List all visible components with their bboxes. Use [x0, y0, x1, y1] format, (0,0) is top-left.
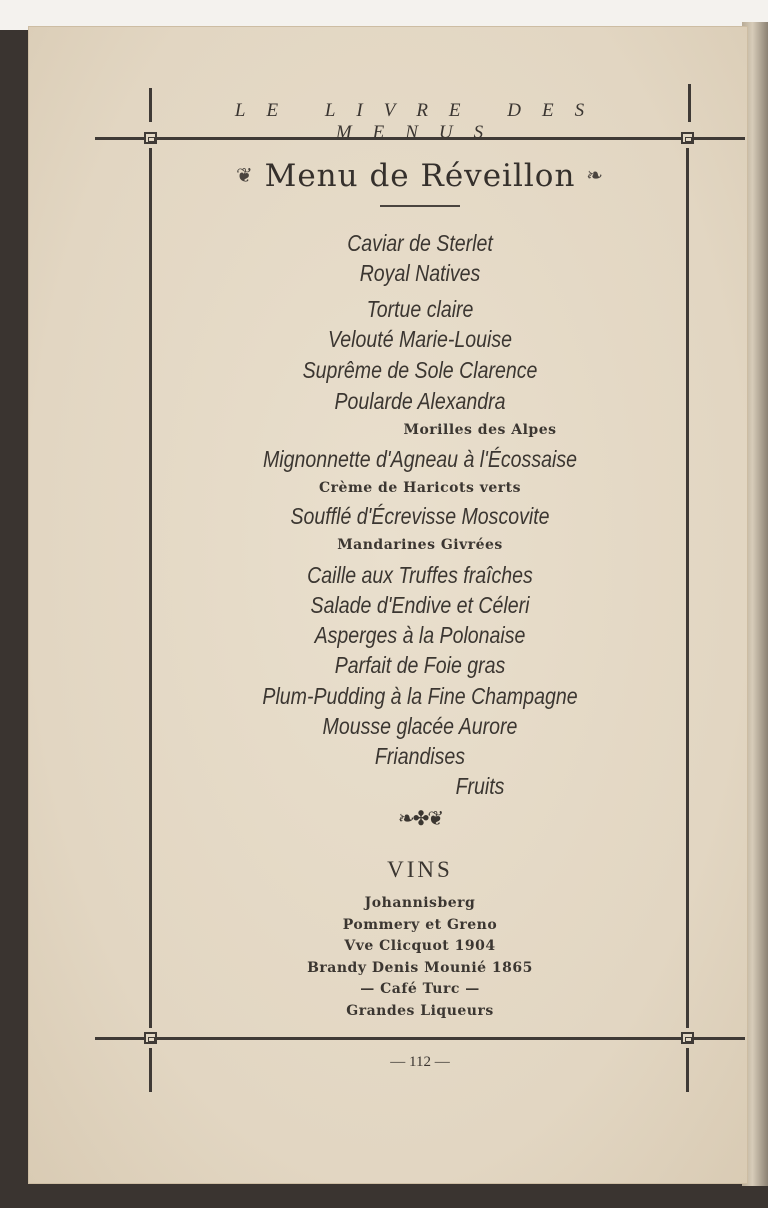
title-underline — [380, 205, 460, 207]
menu-dish: Caviar de Sterlet — [347, 230, 493, 256]
wine-item: Johannisberg — [364, 895, 476, 911]
menu-dish: Asperges à la Polonaise — [314, 622, 526, 648]
running-header: LE LIVRE DES MENUS — [234, 100, 606, 143]
menu-dish: Suprême de Sole Clarence — [302, 357, 538, 383]
menu-dish: Mignonnette d'Agneau à l'Écossaise — [263, 446, 577, 472]
menu-dish: Fruits — [455, 773, 505, 799]
right-flourish-icon: ❧ — [586, 163, 605, 187]
wine-item: Vve Clicquot 1904 — [344, 938, 496, 954]
left-flourish-icon: ❦ — [235, 163, 254, 187]
corner-ornament-bottom-right — [681, 1032, 694, 1044]
menu-dish: Tortue claire — [366, 296, 474, 322]
frame-bottom-rule — [95, 1037, 745, 1040]
wine-item: Brandy Denis Mounié 1865 — [307, 959, 533, 976]
menu-dish: Royal Natives — [359, 260, 481, 286]
menu-dish: Salade d'Endive et Céleri — [310, 592, 530, 618]
menu-side-dish: Morilles des Alpes — [403, 422, 557, 438]
menu-dish: Parfait de Foie gras — [334, 652, 506, 678]
menu-side-dish: Mandarines Givrées — [337, 537, 503, 553]
wine-item: Pommery et Greno — [342, 916, 498, 933]
wine-item: — Café Turc — — [360, 981, 480, 997]
menu-dish: Poularde Alexandra — [334, 388, 506, 414]
wines-title: VINS — [387, 857, 453, 882]
menu-side-dish: Crème de Haricots verts — [319, 480, 521, 496]
menu-dish: Velouté Marie-Louise — [327, 326, 513, 352]
menu-dish: Plum-Pudding à la Fine Champagne — [262, 683, 578, 709]
corner-ornament-bottom-left — [144, 1032, 157, 1044]
page-number: — 112 — — [390, 1054, 450, 1070]
menu-title — [150, 158, 690, 194]
wine-item: Grandes Liqueurs — [346, 1002, 494, 1019]
menu-dish: Soufflé d'Écrevisse Moscovite — [290, 503, 550, 529]
menu-dish: Friandises — [374, 743, 466, 769]
menu-dish: Mousse glacée Aurore — [322, 713, 518, 739]
fleuron-ornament-icon: ❧✤❦ — [397, 808, 443, 830]
menu-dish: Caille aux Truffes fraîches — [307, 562, 533, 588]
menu-title-text: Menu de Réveillon — [264, 158, 576, 194]
